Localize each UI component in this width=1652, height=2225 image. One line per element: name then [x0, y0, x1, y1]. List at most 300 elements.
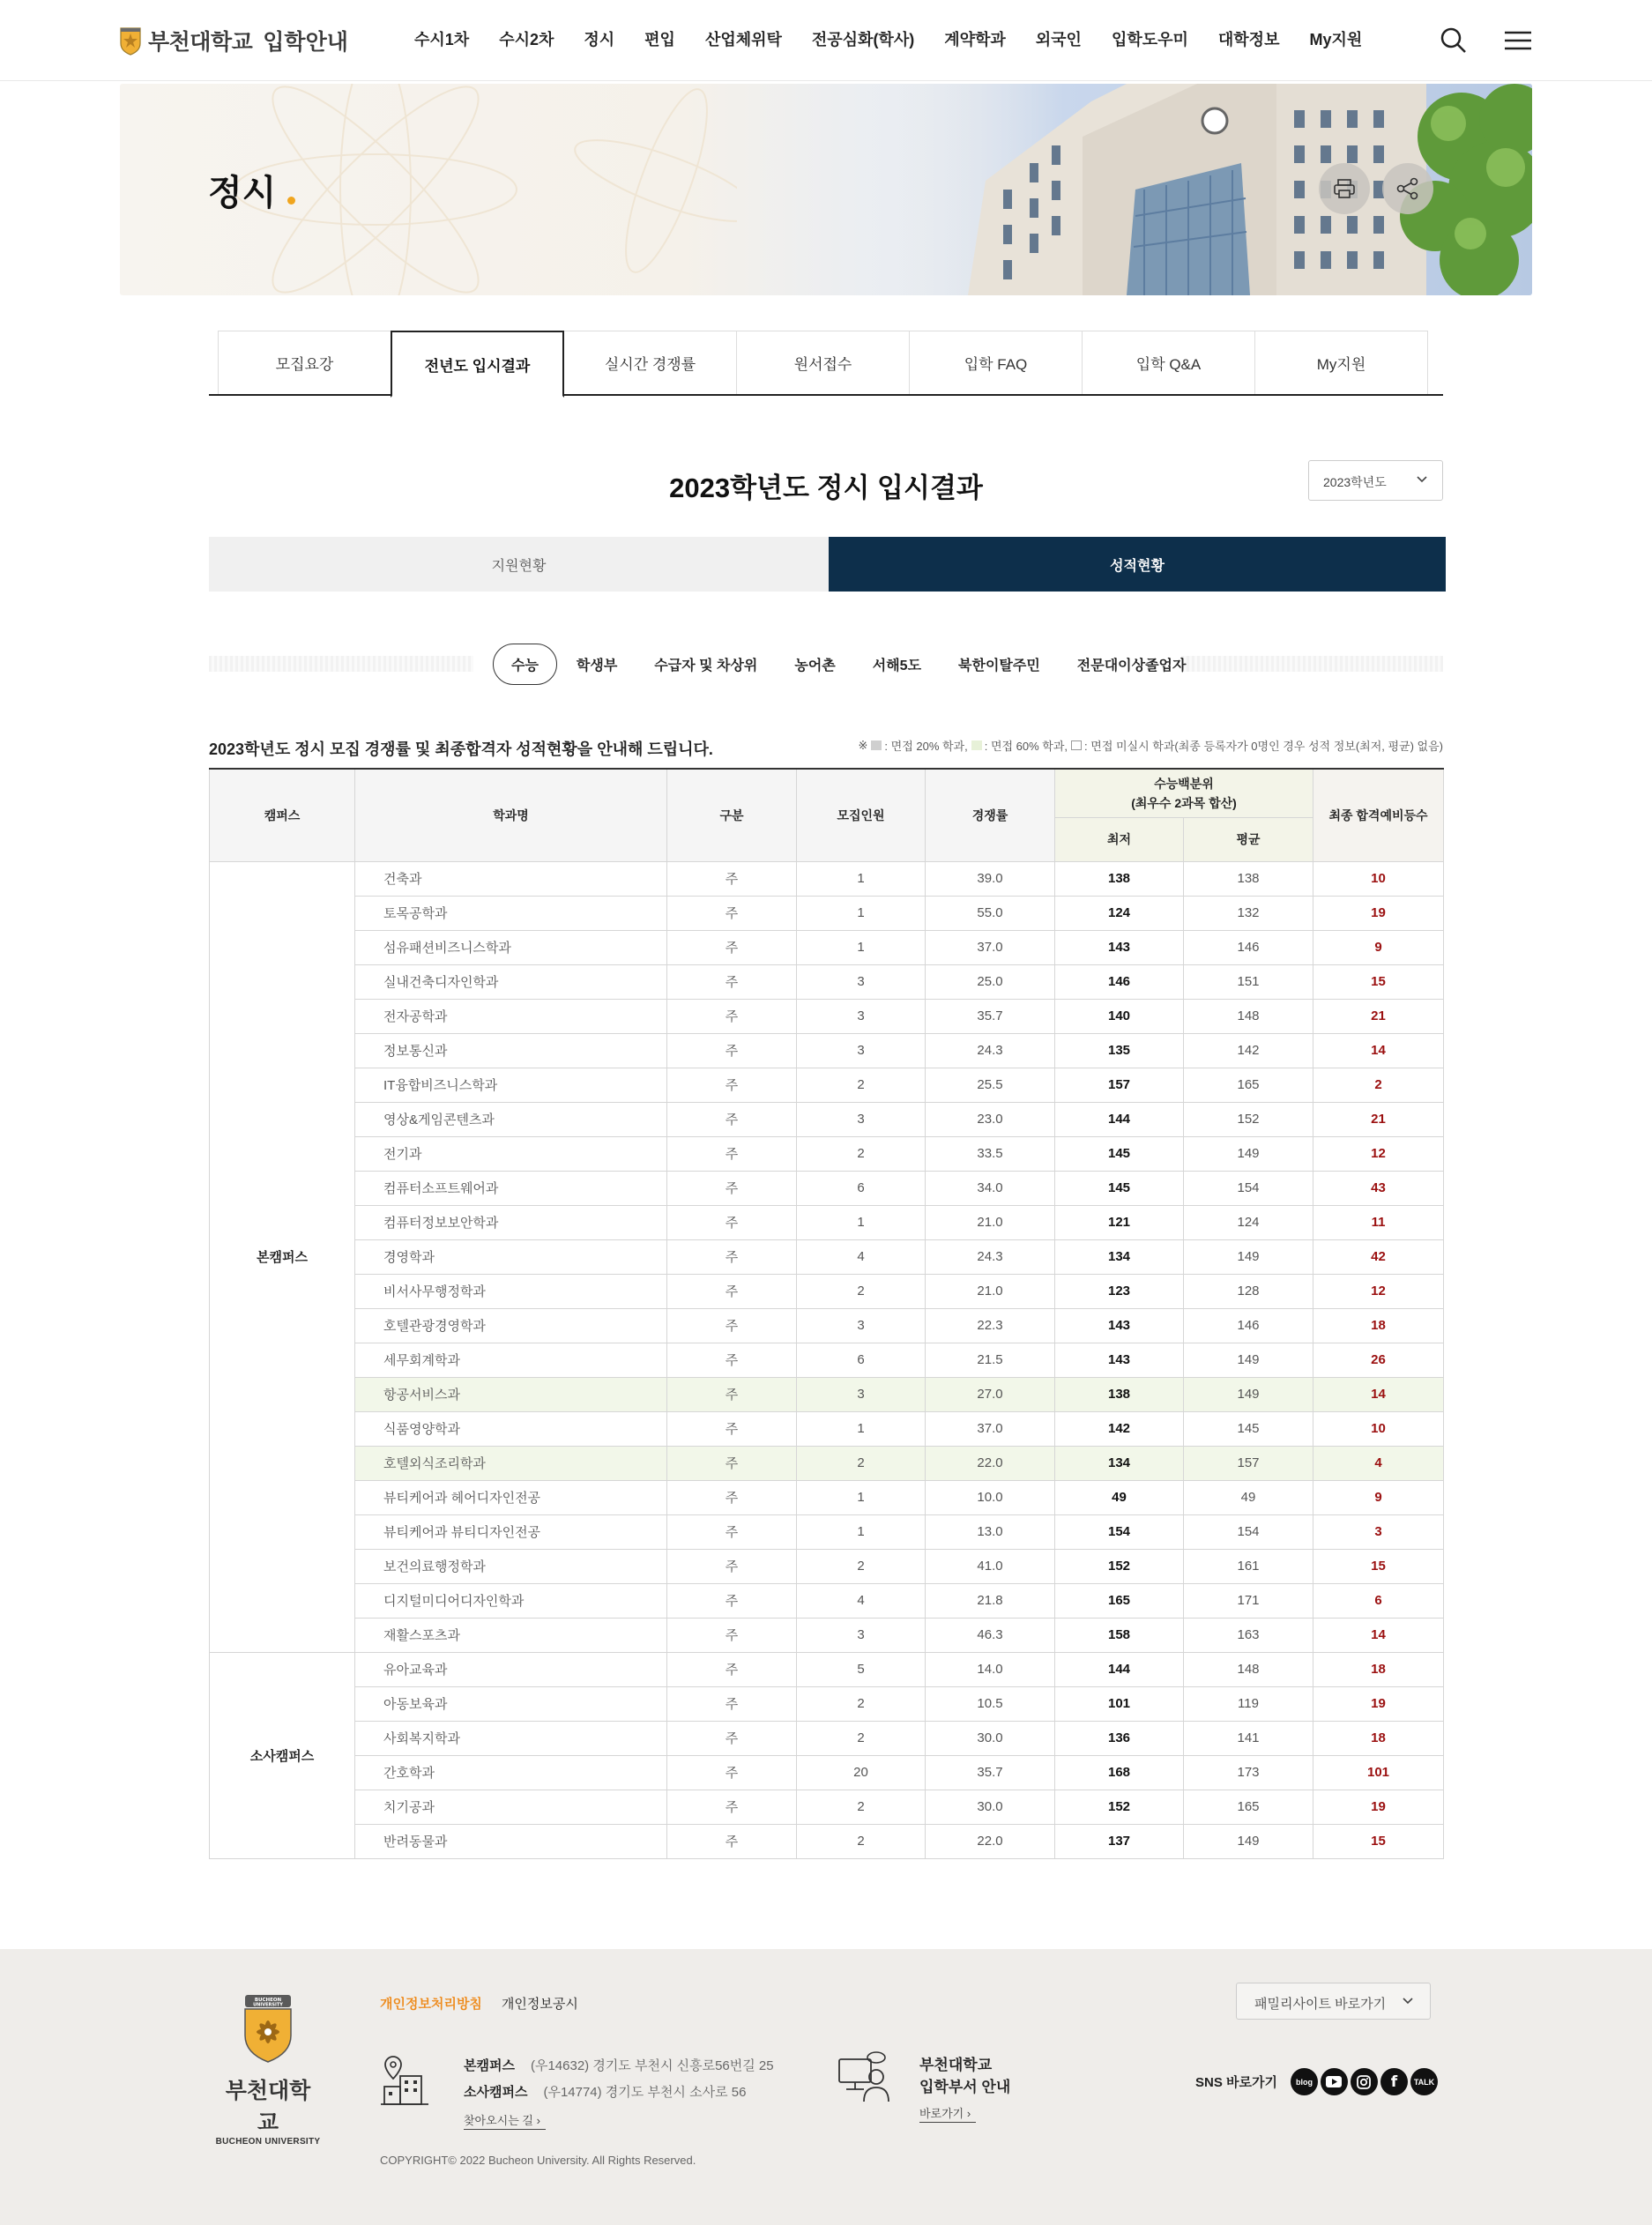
admission-office-link[interactable]: 바로가기 › — [919, 2106, 976, 2123]
rate-cell: 23.0 — [926, 1102, 1055, 1136]
results-table — [209, 768, 1444, 1859]
banner-accent-dot — [287, 197, 295, 205]
avg-score-cell: 149 — [1184, 1343, 1313, 1377]
table-row — [210, 861, 1444, 896]
min-score-cell: 145 — [1055, 1136, 1184, 1171]
table-row — [210, 1136, 1444, 1171]
rate-cell: 14.0 — [926, 1652, 1055, 1686]
rate-cell: 25.0 — [926, 964, 1055, 999]
rate-cell: 24.3 — [926, 1033, 1055, 1068]
type-cell: 주 — [667, 1755, 797, 1790]
nav-item[interactable]: 대학정보 — [1217, 31, 1280, 48]
type-cell: 주 — [667, 1136, 797, 1171]
quota-cell: 2 — [797, 1446, 926, 1480]
blog-icon[interactable]: blog — [1291, 2068, 1318, 2095]
share-button[interactable] — [1382, 163, 1433, 214]
final-rank-cell: 4 — [1313, 1446, 1444, 1480]
quota-cell: 2 — [797, 1068, 926, 1102]
rate-cell: 22.0 — [926, 1824, 1055, 1858]
table-row — [210, 1790, 1444, 1824]
min-score-cell: 168 — [1055, 1755, 1184, 1790]
year-select-value: 2023학년도 — [1323, 475, 1387, 489]
subnav-item[interactable]: 전문대이상졸업자 — [1076, 658, 1187, 673]
nav-item[interactable]: 외국인 — [1035, 31, 1082, 48]
menu-icon[interactable] — [1502, 25, 1534, 56]
legend-swatch-none — [1071, 740, 1082, 750]
chevron-down-icon — [1402, 1995, 1414, 2007]
min-score-cell: 121 — [1055, 1205, 1184, 1239]
global-nav — [414, 26, 1392, 53]
min-score-cell: 134 — [1055, 1239, 1184, 1274]
footer-emblem-icon — [242, 1993, 294, 2064]
table-row — [210, 1308, 1444, 1343]
site-header — [0, 0, 1652, 81]
major-cell: 아동보육과 — [355, 1686, 667, 1721]
rate-cell: 13.0 — [926, 1514, 1055, 1549]
major-cell: 세무회계학과 — [355, 1343, 667, 1377]
sns-links — [1195, 2068, 1438, 2095]
type-cell: 주 — [667, 1618, 797, 1652]
quota-cell: 4 — [797, 1239, 926, 1274]
min-score-cell: 143 — [1055, 1343, 1184, 1377]
quota-cell: 3 — [797, 1308, 926, 1343]
type-cell: 주 — [667, 1239, 797, 1274]
table-row — [210, 999, 1444, 1033]
final-rank-cell: 19 — [1313, 896, 1444, 930]
type-cell: 주 — [667, 1514, 797, 1549]
major-cell: 정보통신과 — [355, 1033, 667, 1068]
min-score-cell: 146 — [1055, 964, 1184, 999]
major-cell: 재활스포츠과 — [355, 1618, 667, 1652]
min-score-cell: 145 — [1055, 1171, 1184, 1205]
final-rank-cell: 15 — [1313, 1549, 1444, 1583]
quota-cell: 3 — [797, 999, 926, 1033]
major-cell: 전기과 — [355, 1136, 667, 1171]
content-tabs — [209, 331, 1443, 396]
avg-score-cell: 132 — [1184, 896, 1313, 930]
avg-score-cell: 145 — [1184, 1411, 1313, 1446]
print-icon — [1333, 178, 1356, 199]
legend — [859, 737, 1444, 754]
avg-score-cell: 124 — [1184, 1205, 1313, 1239]
major-cell: 건축과 — [355, 861, 667, 896]
avg-score-cell: 49 — [1184, 1480, 1313, 1514]
quota-cell: 3 — [797, 1033, 926, 1068]
min-score-cell: 152 — [1055, 1790, 1184, 1824]
rate-cell: 30.0 — [926, 1790, 1055, 1824]
table-row — [210, 1205, 1444, 1239]
privacy-policy-link[interactable]: 개인정보처리방침 — [380, 1997, 482, 2012]
table-row — [210, 1755, 1444, 1790]
avg-score-cell: 154 — [1184, 1171, 1313, 1205]
table-row — [210, 930, 1444, 964]
major-cell: 섬유패션비즈니스학과 — [355, 930, 667, 964]
major-cell: 유아교육과 — [355, 1652, 667, 1686]
admission-office-guide: 부천대학교 입학부서 안내 바로가기 › — [919, 2054, 1010, 2124]
legend-text-20: : 면접 20% 학과, — [884, 740, 968, 753]
major-cell: 영상&게임콘텐츠과 — [355, 1102, 667, 1136]
col-header-avg: 평균 — [1184, 817, 1313, 861]
search-icon[interactable] — [1438, 25, 1470, 56]
quota-cell: 2 — [797, 1790, 926, 1824]
quota-cell: 2 — [797, 1824, 926, 1858]
nav-item[interactable]: 입학도우미 — [1111, 31, 1188, 48]
university-shield-icon — [120, 26, 141, 56]
sosa-campus-address: 소사캠퍼스 (우14774) 경기도 부천시 소사로 56 — [464, 2085, 747, 2100]
final-rank-cell: 11 — [1313, 1205, 1444, 1239]
directions-link[interactable]: 찾아오시는 길 › — [464, 2113, 546, 2130]
type-cell: 주 — [667, 1721, 797, 1755]
rate-cell: 46.3 — [926, 1618, 1055, 1652]
legend-text-60: : 면접 60% 학과, — [984, 740, 1068, 753]
subnav-item-suneung[interactable]: 수능 — [493, 644, 557, 685]
nav-item[interactable]: 수시1차 — [414, 31, 470, 48]
min-score-cell: 123 — [1055, 1274, 1184, 1308]
admission-office-icon — [837, 2050, 892, 2103]
final-rank-cell: 18 — [1313, 1308, 1444, 1343]
nav-item[interactable]: 산업체위탁 — [704, 31, 782, 48]
family-site-label: 패밀리사이트 바로가기 — [1254, 1997, 1387, 2012]
final-rank-cell: 10 — [1313, 861, 1444, 896]
table-row — [210, 1686, 1444, 1721]
final-rank-cell: 19 — [1313, 1686, 1444, 1721]
min-score-cell: 136 — [1055, 1721, 1184, 1755]
major-cell: 뷰티케어과 뷰티디자인전공 — [355, 1514, 667, 1549]
legend-mark: ※ — [858, 738, 868, 752]
admission-type-nav — [209, 644, 1443, 686]
final-rank-cell: 21 — [1313, 999, 1444, 1033]
rate-cell: 21.5 — [926, 1343, 1055, 1377]
final-rank-cell: 12 — [1313, 1274, 1444, 1308]
avg-score-cell: 128 — [1184, 1274, 1313, 1308]
table-row — [210, 1102, 1444, 1136]
privacy-disclosure-link[interactable]: 개인정보공시 — [501, 1997, 578, 2012]
chevron-down-icon — [1416, 473, 1428, 486]
rate-cell: 21.0 — [926, 1274, 1055, 1308]
major-cell: 디지털미디어디자인학과 — [355, 1583, 667, 1618]
min-score-cell: 138 — [1055, 861, 1184, 896]
quota-cell: 3 — [797, 1377, 926, 1411]
rate-cell: 22.3 — [926, 1308, 1055, 1343]
avg-score-cell: 154 — [1184, 1514, 1313, 1549]
col-header-rate: 경쟁률 — [926, 769, 1055, 861]
type-cell: 주 — [667, 1583, 797, 1618]
rate-cell: 27.0 — [926, 1377, 1055, 1411]
table-row — [210, 1618, 1444, 1652]
final-rank-cell: 15 — [1313, 1824, 1444, 1858]
type-cell: 주 — [667, 1411, 797, 1446]
rate-cell: 33.5 — [926, 1136, 1055, 1171]
major-cell: IT융합비즈니스학과 — [355, 1068, 667, 1102]
major-cell: 호텔관광경영학과 — [355, 1308, 667, 1343]
final-rank-cell: 14 — [1313, 1033, 1444, 1068]
min-score-cell: 143 — [1055, 1308, 1184, 1343]
major-cell: 컴퓨터소프트웨어과 — [355, 1171, 667, 1205]
major-cell: 전자공학과 — [355, 999, 667, 1033]
type-cell: 주 — [667, 1480, 797, 1514]
avg-score-cell: 149 — [1184, 1136, 1313, 1171]
rate-cell: 24.3 — [926, 1239, 1055, 1274]
min-score-cell: 152 — [1055, 1549, 1184, 1583]
type-cell: 주 — [667, 861, 797, 896]
quota-cell: 2 — [797, 1136, 926, 1171]
banner-title: 정시 — [208, 174, 277, 212]
quota-cell: 1 — [797, 1205, 926, 1239]
kakao-talk-icon[interactable]: TALK — [1410, 2068, 1438, 2095]
tab-previous-results[interactable]: 전년도 입시결과 — [391, 331, 564, 398]
type-cell: 주 — [667, 1274, 797, 1308]
major-cell: 비서사무행정학과 — [355, 1274, 667, 1308]
tab-my-application[interactable]: My지원 — [1254, 331, 1428, 394]
final-rank-cell: 9 — [1313, 930, 1444, 964]
table-row — [210, 1514, 1444, 1549]
rate-cell: 55.0 — [926, 896, 1055, 930]
major-cell: 경영학과 — [355, 1239, 667, 1274]
avg-score-cell: 157 — [1184, 1446, 1313, 1480]
nav-item[interactable]: 수시2차 — [499, 31, 554, 48]
quota-cell: 2 — [797, 1274, 926, 1308]
avg-score-cell: 165 — [1184, 1068, 1313, 1102]
final-rank-cell: 3 — [1313, 1514, 1444, 1549]
type-cell: 주 — [667, 1446, 797, 1480]
type-cell: 주 — [667, 1033, 797, 1068]
footer-logo-name: 부천대학교 — [225, 2079, 311, 2135]
rate-cell: 35.7 — [926, 1755, 1055, 1790]
final-rank-cell: 10 — [1313, 1411, 1444, 1446]
quota-cell: 3 — [797, 1618, 926, 1652]
instagram-icon[interactable] — [1351, 2068, 1378, 2095]
avg-score-cell: 152 — [1184, 1102, 1313, 1136]
quota-cell: 1 — [797, 896, 926, 930]
final-rank-cell: 12 — [1313, 1136, 1444, 1171]
quota-cell: 1 — [797, 930, 926, 964]
min-score-cell: 154 — [1055, 1514, 1184, 1549]
major-cell: 호텔외식조리학과 — [355, 1446, 667, 1480]
subnav-item[interactable]: 농어촌 — [794, 658, 836, 673]
min-score-cell: 144 — [1055, 1102, 1184, 1136]
subnav-item[interactable]: 북한이탈주민 — [958, 658, 1040, 673]
type-cell: 주 — [667, 1308, 797, 1343]
avg-score-cell: 146 — [1184, 1308, 1313, 1343]
copyright: COPYRIGHT© 2022 Bucheon University. All Rights Reserved. — [380, 2154, 696, 2167]
major-cell: 실내건축디자인학과 — [355, 964, 667, 999]
legend-swatch-60 — [971, 740, 982, 750]
rate-cell: 37.0 — [926, 1411, 1055, 1446]
site-logo[interactable] — [120, 23, 348, 58]
col-header-final: 최종 합격예비등수 — [1313, 769, 1444, 861]
campus-cell: 본캠퍼스 — [210, 861, 355, 1652]
quota-cell: 3 — [797, 1102, 926, 1136]
rate-cell: 37.0 — [926, 930, 1055, 964]
final-rank-cell: 18 — [1313, 1721, 1444, 1755]
legend-text-none: : 면접 미실시 학과(최종 등록자가 0명인 경우 성적 정보(최저, 평균) 없음) — [1084, 740, 1443, 753]
quota-cell: 2 — [797, 1721, 926, 1755]
min-score-cell: 124 — [1055, 896, 1184, 930]
rate-cell: 39.0 — [926, 861, 1055, 896]
avg-score-cell: 148 — [1184, 1652, 1313, 1686]
type-cell: 주 — [667, 1205, 797, 1239]
tab-application[interactable]: 원서접수 — [736, 331, 910, 394]
nav-item[interactable]: My지원 — [1309, 31, 1363, 48]
major-cell: 항공서비스과 — [355, 1377, 667, 1411]
col-header-min: 최저 — [1055, 817, 1184, 861]
subnav-items — [493, 644, 1223, 684]
main-campus-address: 본캠퍼스 (우14632) 경기도 부천시 신흥로56번길 25 — [464, 2058, 774, 2073]
rate-cell: 25.5 — [926, 1068, 1055, 1102]
col-header-type: 구분 — [667, 769, 797, 861]
table-row — [210, 1583, 1444, 1618]
quota-cell: 1 — [797, 1514, 926, 1549]
seg-applicant-status[interactable]: 지원현황 — [209, 537, 829, 592]
seg-score-status[interactable]: 성적현황 — [829, 537, 1446, 592]
final-rank-cell: 21 — [1313, 1102, 1444, 1136]
quota-cell: 5 — [797, 1652, 926, 1686]
avg-score-cell: 142 — [1184, 1033, 1313, 1068]
quota-cell: 20 — [797, 1755, 926, 1790]
major-cell: 보건의료행정학과 — [355, 1549, 667, 1583]
major-cell: 반려동물과 — [355, 1824, 667, 1858]
table-row — [210, 1239, 1444, 1274]
tab-live-competition[interactable]: 실시간 경쟁률 — [563, 331, 737, 394]
footer-logo-en: BUCHEON UNIVERSITY — [215, 2137, 321, 2147]
avg-score-cell: 163 — [1184, 1618, 1313, 1652]
avg-score-cell: 138 — [1184, 861, 1313, 896]
final-rank-cell: 43 — [1313, 1171, 1444, 1205]
subnav-item[interactable]: 학생부 — [576, 658, 618, 673]
col-header-campus: 캠퍼스 — [210, 769, 355, 861]
campus-addresses — [464, 2053, 774, 2134]
min-score-cell: 140 — [1055, 999, 1184, 1033]
major-cell: 사회복지학과 — [355, 1721, 667, 1755]
final-rank-cell: 42 — [1313, 1239, 1444, 1274]
col-header-quota: 모집인원 — [797, 769, 926, 861]
youtube-icon[interactable] — [1321, 2068, 1348, 2095]
table-row — [210, 1068, 1444, 1102]
table-row — [210, 1411, 1444, 1446]
type-cell: 주 — [667, 1824, 797, 1858]
col-header-sat: 수능백분위 (최우수 2과목 합산) — [1055, 769, 1313, 817]
final-rank-cell: 18 — [1313, 1652, 1444, 1686]
min-score-cell: 137 — [1055, 1824, 1184, 1858]
avg-score-cell: 119 — [1184, 1686, 1313, 1721]
table-row — [210, 1480, 1444, 1514]
tab-faq[interactable]: 입학 FAQ — [909, 331, 1083, 394]
campus-location-icon — [381, 2053, 430, 2106]
nav-item[interactable]: 편입 — [644, 31, 675, 48]
min-score-cell: 157 — [1055, 1068, 1184, 1102]
page-title: 2023학년도 정시 입시결과 — [669, 473, 983, 503]
table-row — [210, 1343, 1444, 1377]
type-cell: 주 — [667, 999, 797, 1033]
year-select[interactable] — [1308, 460, 1443, 501]
results-body — [210, 861, 1444, 1858]
major-cell: 토목공학과 — [355, 896, 667, 930]
campus-cell: 소사캠퍼스 — [210, 1652, 355, 1858]
table-row — [210, 1652, 1444, 1686]
final-rank-cell: 101 — [1313, 1755, 1444, 1790]
quota-cell: 6 — [797, 1171, 926, 1205]
table-row — [210, 1033, 1444, 1068]
tab-qna[interactable]: 입학 Q&A — [1082, 331, 1255, 394]
table-row — [210, 1549, 1444, 1583]
family-site-select[interactable] — [1236, 1983, 1431, 2020]
final-rank-cell: 19 — [1313, 1790, 1444, 1824]
quota-cell: 1 — [797, 861, 926, 896]
avg-score-cell: 149 — [1184, 1824, 1313, 1858]
min-score-cell: 134 — [1055, 1446, 1184, 1480]
table-row — [210, 896, 1444, 930]
intro-text: 2023학년도 정시 모집 경쟁률 및 최종합격자 성적현황을 안내해 드립니다. — [209, 740, 713, 758]
subnav-band-left — [209, 656, 473, 672]
final-rank-cell: 2 — [1313, 1068, 1444, 1102]
table-row — [210, 1721, 1444, 1755]
final-rank-cell: 14 — [1313, 1377, 1444, 1411]
final-rank-cell: 9 — [1313, 1480, 1444, 1514]
type-cell: 주 — [667, 1686, 797, 1721]
avg-score-cell: 151 — [1184, 964, 1313, 999]
final-rank-cell: 26 — [1313, 1343, 1444, 1377]
final-rank-cell: 15 — [1313, 964, 1444, 999]
major-cell: 컴퓨터정보보안학과 — [355, 1205, 667, 1239]
rate-cell: 30.0 — [926, 1721, 1055, 1755]
emblem-lettering: UNIVERSITY — [253, 2002, 283, 2008]
min-score-cell: 144 — [1055, 1652, 1184, 1686]
rate-cell: 21.8 — [926, 1583, 1055, 1618]
min-score-cell: 165 — [1055, 1583, 1184, 1618]
type-cell: 주 — [667, 1549, 797, 1583]
type-cell: 주 — [667, 1102, 797, 1136]
facebook-icon[interactable]: f — [1380, 2068, 1408, 2095]
quota-cell: 3 — [797, 964, 926, 999]
avg-score-cell: 141 — [1184, 1721, 1313, 1755]
footer-logo[interactable] — [215, 1993, 321, 2147]
quota-cell: 4 — [797, 1583, 926, 1618]
quota-cell: 1 — [797, 1480, 926, 1514]
footer-links — [380, 1994, 598, 2013]
type-cell: 주 — [667, 1377, 797, 1411]
final-rank-cell: 6 — [1313, 1583, 1444, 1618]
min-score-cell: 142 — [1055, 1411, 1184, 1446]
table-row — [210, 1171, 1444, 1205]
major-cell: 치기공과 — [355, 1790, 667, 1824]
quota-cell: 2 — [797, 1686, 926, 1721]
avg-score-cell: 171 — [1184, 1583, 1313, 1618]
subnav-item[interactable]: 수급자 및 차상위 — [654, 658, 758, 673]
nav-item[interactable]: 계약학과 — [944, 31, 1006, 48]
nav-item[interactable]: 정시 — [584, 31, 615, 48]
subnav-item[interactable]: 서해5도 — [872, 658, 922, 673]
tab-recruitment-guide[interactable]: 모집요강 — [218, 331, 391, 394]
print-button[interactable] — [1319, 163, 1370, 214]
min-score-cell: 135 — [1055, 1033, 1184, 1068]
avg-score-cell: 165 — [1184, 1790, 1313, 1824]
min-score-cell: 158 — [1055, 1618, 1184, 1652]
logo-subtitle: 입학안내 — [263, 30, 348, 55]
nav-item[interactable]: 전공심화(학사) — [811, 31, 915, 48]
min-score-cell: 138 — [1055, 1377, 1184, 1411]
rate-cell: 21.0 — [926, 1205, 1055, 1239]
rate-cell: 22.0 — [926, 1446, 1055, 1480]
rate-cell: 35.7 — [926, 999, 1055, 1033]
avg-score-cell: 173 — [1184, 1755, 1313, 1790]
avg-score-cell: 146 — [1184, 930, 1313, 964]
table-row — [210, 1377, 1444, 1411]
rate-cell: 41.0 — [926, 1549, 1055, 1583]
share-icon — [1396, 177, 1419, 200]
type-cell: 주 — [667, 896, 797, 930]
avg-score-cell: 148 — [1184, 999, 1313, 1033]
major-cell: 뷰티케어과 헤어디자인전공 — [355, 1480, 667, 1514]
